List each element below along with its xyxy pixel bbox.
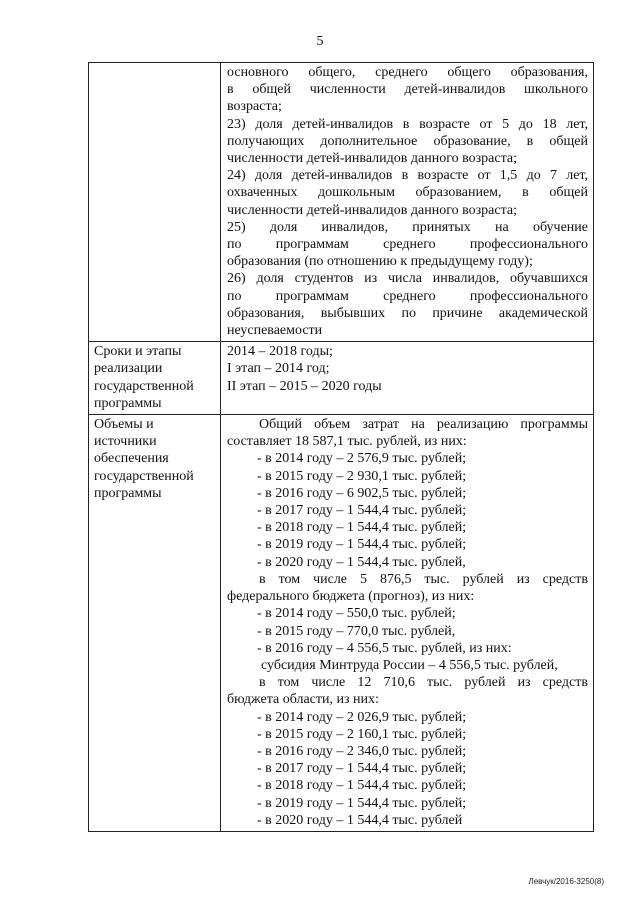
table-row (89, 63, 594, 342)
content-line: Общий объем затрат на реализацию программы (259, 417, 588, 433)
program-passport-table (88, 62, 594, 832)
row-content-cell (221, 63, 594, 342)
row-content-cell (221, 415, 594, 832)
content-line: - в 2018 году – 1 544,4 тыс. рублей; (257, 520, 467, 536)
content-line: 25) доля инвалидов, принятых на обучение (227, 219, 588, 235)
row-label-line: государственной (94, 468, 194, 484)
row-label-line: программы (94, 395, 162, 411)
content-line: численности детей-инвалидов данного возраста; (227, 151, 517, 167)
row-label-line: государственной (94, 378, 194, 394)
row-label-line: программы (94, 485, 162, 501)
content-line: - в 2015 году – 2 930,1 тыс. рублей; (257, 468, 467, 484)
content-line: в том числе 5 876,5 тыс. рублей из средств (259, 571, 588, 587)
content-line: субсидия Минтруда России – 4 556,5 тыс. рублей, (261, 657, 558, 673)
row-label-line: реализации (94, 361, 163, 377)
content-line: охваченных дошкольным образованием, в общей (227, 185, 588, 201)
content-line: 23) доля детей-инвалидов в возрасте от 5 до 18 лет, (227, 116, 588, 132)
content-line: неуспеваемости (227, 323, 323, 339)
content-line: - в 2014 году – 2 576,9 тыс. рублей; (257, 451, 467, 467)
content-line: - в 2015 году – 2 160,1 тыс. рублей; (257, 726, 467, 742)
content-line: получающих дополнительное образование, в общей (227, 133, 588, 149)
row-label-line: обеспечения (94, 451, 169, 467)
content-line: - в 2016 году – 6 902,5 тыс. рублей; (257, 485, 467, 501)
row-label-line: источники (94, 434, 157, 450)
row-label-line: Сроки и этапы (94, 344, 182, 360)
content-line: - в 2018 году – 1 544,4 тыс. рублей; (257, 778, 467, 794)
content-line: I этап – 2014 год; (227, 361, 330, 377)
content-line: - в 2014 году – 550,0 тыс. рублей; (257, 606, 456, 622)
content-line: 24) доля детей-инвалидов в возрасте от 1,5 до 7 лет, (227, 168, 588, 184)
content-line: - в 2016 году – 2 346,0 тыс. рублей; (257, 743, 467, 759)
content-line: - в 2020 году – 1 544,4 тыс. рублей (257, 812, 463, 828)
content-line: - в 2015 году – 770,0 тыс. рублей, (257, 623, 456, 639)
content-line: составляет 18 587,1 тыс. рублей, из них: (227, 434, 467, 450)
row-label-cell (89, 63, 221, 342)
content-line: основного общего, среднего общего образования, (227, 65, 588, 80)
page-number: 5 (316, 34, 324, 49)
row-content-cell (221, 342, 594, 415)
content-line: - в 2020 году – 1 544,4 тыс. рублей, (257, 554, 466, 570)
row-label-cell (89, 415, 221, 832)
content-line: численности детей-инвалидов данного возраста; (227, 202, 517, 218)
content-line: в общей численности детей-инвалидов школьного (227, 82, 588, 98)
content-line: 26) доля студентов из числа инвалидов, обучавшихся (227, 271, 588, 287)
content-line: 2014 – 2018 годы; (227, 344, 333, 360)
content-line: федерального бюджета (прогноз), из них: (227, 589, 475, 605)
document-reference-footer: Левчук/2016-3250(8) (528, 877, 604, 886)
content-line: образования (по отношению к предыдущему году); (227, 254, 533, 270)
content-line: II этап – 2015 – 2020 годы (227, 378, 382, 394)
content-line: - в 2019 году – 1 544,4 тыс. рублей; (257, 537, 467, 553)
content-line: по программам среднего профессионального (227, 288, 588, 304)
content-line: в том числе 12 710,6 тыс. рублей из средств (259, 675, 588, 691)
content-line: возраста; (227, 99, 282, 115)
row-label-cell (89, 342, 221, 415)
row-label-line: Объемы и (94, 417, 154, 433)
content-line: - в 2017 году – 1 544,4 тыс. рублей; (257, 503, 467, 519)
content-line: образования, выбывших по причине академической (227, 305, 588, 321)
content-line: по программам среднего профессионального (227, 237, 588, 253)
table-row (89, 415, 594, 832)
content-line: - в 2017 году – 1 544,4 тыс. рублей; (257, 761, 467, 777)
content-line: бюджета области, из них: (227, 692, 379, 708)
content-line: - в 2014 году – 2 026,9 тыс. рублей; (257, 709, 467, 725)
content-line: - в 2019 году – 1 544,4 тыс. рублей; (257, 795, 467, 811)
content-line: - в 2016 году – 4 556,5 тыс. рублей, из них: (257, 640, 512, 656)
table-row (89, 342, 594, 415)
